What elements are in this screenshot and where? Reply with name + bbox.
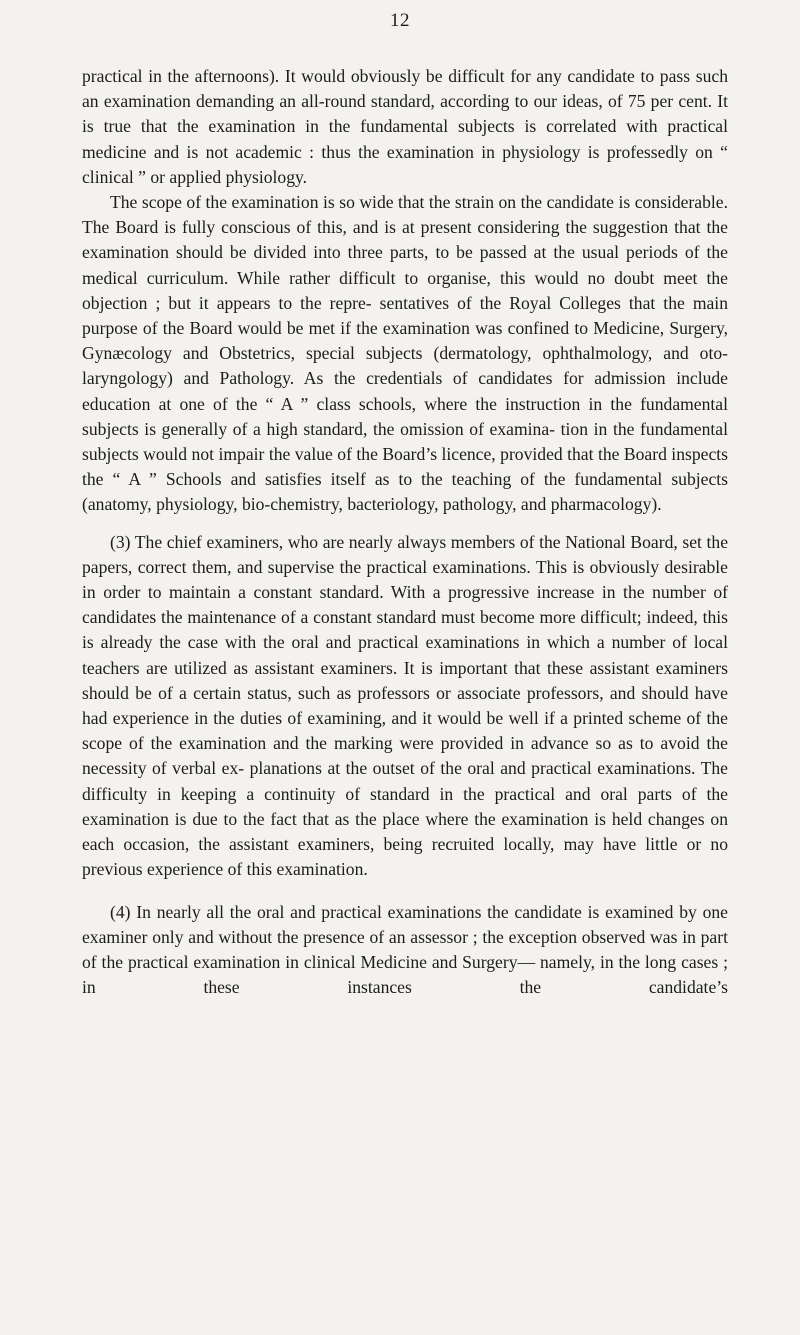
page-number: 12 [390,10,410,31]
body-text [82,64,728,1000]
paragraph-scope-of-examination: The scope of the examination is so wide that the strain on the candidate is considerable. The Board is fully conscious of this, and is at present considering the suggestion that the examination should be divided into three parts, to be passed at the usual periods of the medical curriculum. While rather difficult to organise, this would no doubt meet the objection ; but it appears to the repre- sentatives of the Royal Colleges that the main purpose of the Board would be met if the examination was confined to Medicine, Surgery, Gynæcology and Obstetrics, special subjects (dermatology, ophthalmology, and oto-laryngology) and Pathology. As the credentials of candidates for admission include education at one of the “ A ” class schools, where the instruction in the fundamental subjects is generally of a high standard, the omission of examina- tion in the fundamental subjects would not impair the value of the Board’s licence, provided that the Board inspects the “ A ” Schools and satisfies itself as to the teaching of the fundamental subjects (anatomy, physiology, bio-chemistry, bacteriology, pathology, and pharmacology). [82,192,728,515]
paragraph-point-4-oral-practical: (4) In nearly all the oral and practical examinations the candidate is examined by one examiner only and without the presence of an assessor ; the exception observed was in part of the practical examination in clinical Medicine and Surgery— namely, in the long cases ; in these instances the candidate’s [82,901,728,998]
paragraph-continuation: practical in the afternoons). It would obviously be difficult for any candidate to pass such an examination demanding an all-round standard, according to our ideas, of 75 per cent. It is true that the examination in the fundamental subjects is correlated with practical medicine and is not academic : thus the examination in physiology is professedly on “ clinical ” or applied physiology. [82,66,728,187]
paragraph-point-3-chief-examiners: (3) The chief examiners, who are nearly always members of the National Board, set the papers, correct them, and supervise the practical examinations. This is obviously desirable in order to maintain a constant standard. With a progressive increase in the number of candidates the maintenance of a constant standard must become more difficult; indeed, this is already the case with the oral and practical examinations in which a number of local teachers are utilized as assistant examiners. It is important that these assistant examiners should be of a certain status, such as professors or associate professors, and should have had experience in the duties of examining, and it would be well if a printed scheme of the scope of the examination and the marking were provided in advance so as to avoid the necessity of verbal ex- planations at the outset of the oral and practical examinations. The difficulty in keeping a continuity of standard in the practical and oral parts of the examination is due to the fact that as the place where the examination is held changes on each occasion, the assistant examiners, being recruited locally, may have little or no previous experience of this examination. [82,531,728,880]
